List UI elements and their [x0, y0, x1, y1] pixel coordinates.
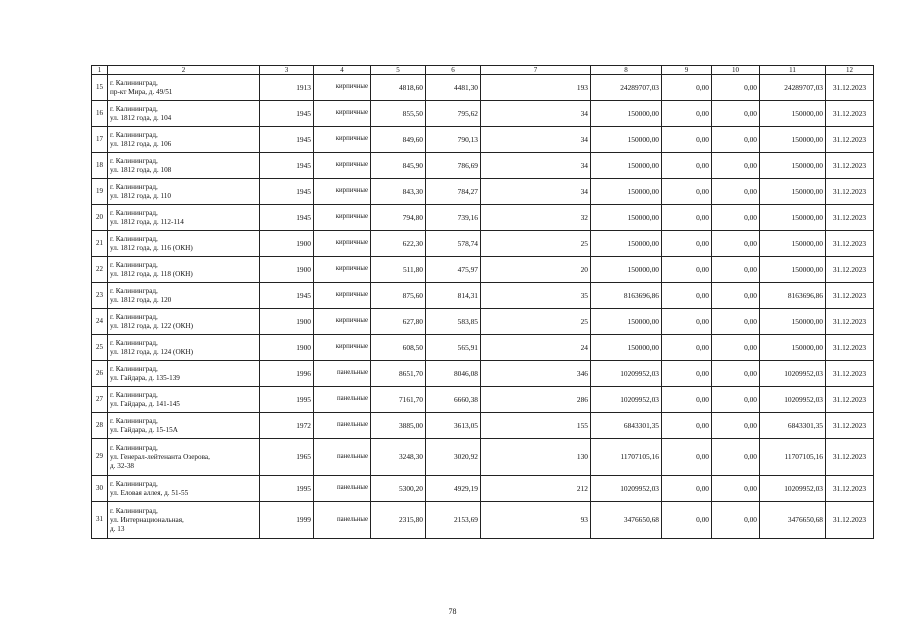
col10-cell: 0,00 [712, 101, 760, 127]
area-living-cell: 795,62 [426, 101, 481, 127]
residents-cell: 286 [481, 387, 591, 413]
address-line: г. Калининград, [110, 130, 158, 139]
address-cell [108, 231, 260, 257]
address-line: г. Калининград, [110, 286, 158, 295]
col10-cell: 0,00 [712, 283, 760, 309]
area-living-cell: 565,91 [426, 335, 481, 361]
area-living-cell: 3613,05 [426, 413, 481, 439]
date-cell: 31.12.2023 [826, 476, 874, 502]
area-total-cell: 875,60 [371, 283, 426, 309]
address-cell [108, 476, 260, 502]
address-line: ул. 1812 года, д. 116 (ОКН) [110, 243, 193, 252]
address-line: ул. Генерал-лейтенанта Озерова, [110, 452, 210, 461]
col9-cell: 0,00 [662, 153, 712, 179]
year-cell: 1945 [260, 153, 314, 179]
area-total-cell: 622,30 [371, 231, 426, 257]
col9-cell: 0,00 [662, 179, 712, 205]
address-cell [108, 335, 260, 361]
address-cell [108, 101, 260, 127]
address-line: г. Калининград, [110, 156, 158, 165]
col11-cell: 150000,00 [760, 309, 826, 335]
date-cell: 31.12.2023 [826, 413, 874, 439]
col9-cell: 0,00 [662, 101, 712, 127]
address-line: г. Калининград, [110, 260, 158, 269]
material-cell: кирпичные [314, 257, 371, 283]
year-cell: 1996 [260, 361, 314, 387]
material-cell: панельные [314, 387, 371, 413]
row-number: 29 [92, 439, 108, 476]
date-cell: 31.12.2023 [826, 439, 874, 476]
col10-cell: 0,00 [712, 205, 760, 231]
col10-cell: 0,00 [712, 502, 760, 539]
year-cell: 1913 [260, 75, 314, 101]
area-living-cell: 814,31 [426, 283, 481, 309]
area-living-cell: 2153,69 [426, 502, 481, 539]
col10-cell: 0,00 [712, 335, 760, 361]
address-line: г. Калининград, [110, 104, 158, 113]
address-cell [108, 309, 260, 335]
table-row [92, 387, 874, 413]
table-row [92, 127, 874, 153]
date-cell: 31.12.2023 [826, 387, 874, 413]
address-cell [108, 75, 260, 101]
year-cell: 1995 [260, 476, 314, 502]
material-cell: панельные [314, 476, 371, 502]
col11-cell: 10209952,03 [760, 476, 826, 502]
area-total-cell: 843,30 [371, 179, 426, 205]
table-row [92, 335, 874, 361]
col11-cell: 150000,00 [760, 257, 826, 283]
address-cell [108, 179, 260, 205]
area-total-cell: 2315,80 [371, 502, 426, 539]
address-cell [108, 361, 260, 387]
year-cell: 1900 [260, 257, 314, 283]
material-cell: панельные [314, 361, 371, 387]
row-number: 16 [92, 101, 108, 127]
address-line: ул. Гайдара, д. 141-145 [110, 399, 180, 408]
area-living-cell: 786,69 [426, 153, 481, 179]
year-cell: 1900 [260, 335, 314, 361]
year-cell: 1900 [260, 231, 314, 257]
row-number: 19 [92, 179, 108, 205]
area-total-cell: 511,80 [371, 257, 426, 283]
address-line: г. Калининград, [110, 416, 158, 425]
material-cell: кирпичные [314, 283, 371, 309]
date-cell: 31.12.2023 [826, 335, 874, 361]
address-line: г. Калининград, [110, 506, 158, 515]
table-row [92, 476, 874, 502]
area-total-cell: 3885,00 [371, 413, 426, 439]
date-cell: 31.12.2023 [826, 309, 874, 335]
table-header [92, 66, 874, 75]
col10-cell: 0,00 [712, 413, 760, 439]
address-line: ул. Гайдара, д. 135-139 [110, 373, 180, 382]
area-total-cell: 849,60 [371, 127, 426, 153]
material-cell: кирпичные [314, 335, 371, 361]
address-line: ул. 1812 года, д. 106 [110, 139, 172, 148]
col11-cell: 10209952,03 [760, 361, 826, 387]
row-number: 21 [92, 231, 108, 257]
residents-cell: 24 [481, 335, 591, 361]
date-cell: 31.12.2023 [826, 205, 874, 231]
address-line: г. Калининград, [110, 338, 158, 347]
area-total-cell: 8651,70 [371, 361, 426, 387]
area-total-cell: 5300,20 [371, 476, 426, 502]
table-row [92, 153, 874, 179]
column-header-7: 7 [481, 66, 591, 75]
address-line: пр-кт Мира, д. 49/51 [110, 87, 173, 96]
row-number: 17 [92, 127, 108, 153]
date-cell: 31.12.2023 [826, 283, 874, 309]
col9-cell: 0,00 [662, 283, 712, 309]
cost-cell: 10209952,03 [591, 476, 662, 502]
residents-cell: 20 [481, 257, 591, 283]
col9-cell: 0,00 [662, 75, 712, 101]
area-living-cell: 739,16 [426, 205, 481, 231]
area-living-cell: 475,97 [426, 257, 481, 283]
cost-cell: 150000,00 [591, 179, 662, 205]
area-total-cell: 627,80 [371, 309, 426, 335]
cost-cell: 150000,00 [591, 205, 662, 231]
address-line: г. Калининград, [110, 208, 158, 217]
row-number: 23 [92, 283, 108, 309]
col10-cell: 0,00 [712, 387, 760, 413]
col11-cell: 150000,00 [760, 101, 826, 127]
table-row [92, 205, 874, 231]
residents-cell: 93 [481, 502, 591, 539]
col11-cell: 11707105,16 [760, 439, 826, 476]
column-header-2: 2 [108, 66, 260, 75]
year-cell: 1995 [260, 387, 314, 413]
col10-cell: 0,00 [712, 309, 760, 335]
address-cell [108, 439, 260, 476]
col10-cell: 0,00 [712, 127, 760, 153]
date-cell: 31.12.2023 [826, 101, 874, 127]
residents-cell: 155 [481, 413, 591, 439]
date-cell: 31.12.2023 [826, 179, 874, 205]
address-line: ул. 1812 года, д. 118 (ОКН) [110, 269, 193, 278]
address-line: г. Калининград, [110, 443, 158, 452]
address-cell [108, 205, 260, 231]
address-line: ул. 1812 года, д. 110 [110, 191, 171, 200]
date-cell: 31.12.2023 [826, 257, 874, 283]
residents-cell: 34 [481, 179, 591, 205]
area-total-cell: 845,90 [371, 153, 426, 179]
address-line: д. 32-38 [110, 461, 135, 470]
year-cell: 1999 [260, 502, 314, 539]
address-line: г. Калининград, [110, 78, 158, 87]
residents-cell: 193 [481, 75, 591, 101]
cost-cell: 11707105,16 [591, 439, 662, 476]
table-body [92, 75, 874, 539]
residents-cell: 34 [481, 153, 591, 179]
column-header-3: 3 [260, 66, 314, 75]
address-line: г. Калининград, [110, 390, 158, 399]
residents-cell: 32 [481, 205, 591, 231]
area-total-cell: 3248,30 [371, 439, 426, 476]
area-living-cell: 790,13 [426, 127, 481, 153]
address-line: г. Калининград, [110, 234, 158, 243]
col9-cell: 0,00 [662, 476, 712, 502]
table-row [92, 179, 874, 205]
address-line: г. Калининград, [110, 182, 158, 191]
col11-cell: 8163696,86 [760, 283, 826, 309]
date-cell: 31.12.2023 [826, 153, 874, 179]
material-cell: кирпичные [314, 179, 371, 205]
year-cell: 1900 [260, 309, 314, 335]
material-cell: кирпичные [314, 309, 371, 335]
material-cell: кирпичные [314, 75, 371, 101]
cost-cell: 10209952,03 [591, 387, 662, 413]
column-header-1: 1 [92, 66, 108, 75]
residents-cell: 35 [481, 283, 591, 309]
col10-cell: 0,00 [712, 439, 760, 476]
year-cell: 1945 [260, 127, 314, 153]
table-row [92, 231, 874, 257]
cost-cell: 150000,00 [591, 309, 662, 335]
row-number: 22 [92, 257, 108, 283]
address-line: ул. 1812 года, д. 122 (ОКН) [110, 321, 194, 330]
year-cell: 1945 [260, 179, 314, 205]
year-cell: 1945 [260, 205, 314, 231]
cost-cell: 10209952,03 [591, 361, 662, 387]
page-number: 78 [448, 607, 457, 616]
address-cell [108, 283, 260, 309]
residents-cell: 25 [481, 231, 591, 257]
table-row [92, 101, 874, 127]
col11-cell: 150000,00 [760, 231, 826, 257]
cost-cell: 24289707,03 [591, 75, 662, 101]
col10-cell: 0,00 [712, 231, 760, 257]
area-living-cell: 784,27 [426, 179, 481, 205]
address-cell [108, 153, 260, 179]
area-living-cell: 3020,92 [426, 439, 481, 476]
date-cell: 31.12.2023 [826, 127, 874, 153]
col9-cell: 0,00 [662, 257, 712, 283]
col10-cell: 0,00 [712, 257, 760, 283]
col9-cell: 0,00 [662, 205, 712, 231]
cost-cell: 150000,00 [591, 153, 662, 179]
residents-cell: 212 [481, 476, 591, 502]
row-number: 26 [92, 361, 108, 387]
material-cell: кирпичные [314, 205, 371, 231]
col10-cell: 0,00 [712, 361, 760, 387]
col9-cell: 0,00 [662, 231, 712, 257]
col9-cell: 0,00 [662, 502, 712, 539]
residents-cell: 34 [481, 127, 591, 153]
cost-cell: 3476650,68 [591, 502, 662, 539]
row-number: 28 [92, 413, 108, 439]
column-header-5: 5 [371, 66, 426, 75]
row-number: 18 [92, 153, 108, 179]
table-row [92, 413, 874, 439]
row-number: 24 [92, 309, 108, 335]
col11-cell: 150000,00 [760, 335, 826, 361]
cost-cell: 8163696,86 [591, 283, 662, 309]
address-line: ул. Гайдара, д. 15-15А [110, 425, 178, 434]
address-cell [108, 127, 260, 153]
area-living-cell: 6660,38 [426, 387, 481, 413]
col11-cell: 150000,00 [760, 205, 826, 231]
table-row [92, 257, 874, 283]
col10-cell: 0,00 [712, 153, 760, 179]
col11-cell: 150000,00 [760, 153, 826, 179]
col10-cell: 0,00 [712, 476, 760, 502]
cost-cell: 150000,00 [591, 127, 662, 153]
date-cell: 31.12.2023 [826, 502, 874, 539]
header-row [92, 66, 874, 75]
col10-cell: 0,00 [712, 179, 760, 205]
area-total-cell: 7161,70 [371, 387, 426, 413]
area-total-cell: 4818,60 [371, 75, 426, 101]
address-line: г. Калининград, [110, 479, 158, 488]
col9-cell: 0,00 [662, 439, 712, 476]
col9-cell: 0,00 [662, 387, 712, 413]
address-line: ул. 1812 года, д. 124 (ОКН) [110, 347, 194, 356]
row-number: 25 [92, 335, 108, 361]
col9-cell: 0,00 [662, 335, 712, 361]
column-header-8: 8 [591, 66, 662, 75]
column-header-9: 9 [662, 66, 712, 75]
col9-cell: 0,00 [662, 309, 712, 335]
col10-cell: 0,00 [712, 75, 760, 101]
address-line: ул. 1812 года, д. 112-114 [110, 217, 184, 226]
address-line: д. 13 [110, 524, 125, 533]
area-living-cell: 8046,08 [426, 361, 481, 387]
residents-cell: 130 [481, 439, 591, 476]
date-cell: 31.12.2023 [826, 231, 874, 257]
address-line: ул. 1812 года, д. 108 [110, 165, 172, 174]
area-total-cell: 608,50 [371, 335, 426, 361]
column-header-12: 12 [826, 66, 874, 75]
year-cell: 1965 [260, 439, 314, 476]
table-row [92, 439, 874, 476]
cost-cell: 150000,00 [591, 101, 662, 127]
col11-cell: 6843301,35 [760, 413, 826, 439]
address-line: ул. Еловая аллея, д. 51-55 [110, 488, 189, 497]
row-number: 27 [92, 387, 108, 413]
area-total-cell: 855,50 [371, 101, 426, 127]
material-cell: панельные [314, 413, 371, 439]
material-cell: кирпичные [314, 101, 371, 127]
table-row [92, 502, 874, 539]
col9-cell: 0,00 [662, 127, 712, 153]
address-line: г. Калининград, [110, 364, 158, 373]
date-cell: 31.12.2023 [826, 361, 874, 387]
material-cell: кирпичные [314, 153, 371, 179]
address-line: ул. Интернациональная, [110, 515, 184, 524]
residents-cell: 25 [481, 309, 591, 335]
address-line: г. Калининград, [110, 312, 158, 321]
address-cell [108, 502, 260, 539]
table-row [92, 283, 874, 309]
residents-cell: 34 [481, 101, 591, 127]
col11-cell: 150000,00 [760, 179, 826, 205]
col11-cell: 150000,00 [760, 127, 826, 153]
table-row [92, 309, 874, 335]
year-cell: 1945 [260, 283, 314, 309]
area-living-cell: 578,74 [426, 231, 481, 257]
material-cell: кирпичные [314, 127, 371, 153]
col9-cell: 0,00 [662, 413, 712, 439]
address-cell [108, 413, 260, 439]
material-cell: кирпичные [314, 231, 371, 257]
address-cell [108, 387, 260, 413]
address-line: ул. 1812 года, д. 120 [110, 295, 172, 304]
material-cell: панельные [314, 502, 371, 539]
column-header-11: 11 [760, 66, 826, 75]
col11-cell: 3476650,68 [760, 502, 826, 539]
cost-cell: 150000,00 [591, 231, 662, 257]
cost-cell: 150000,00 [591, 257, 662, 283]
column-header-4: 4 [314, 66, 371, 75]
table-row [92, 75, 874, 101]
address-cell [108, 257, 260, 283]
material-cell: панельные [314, 439, 371, 476]
register-table [91, 65, 874, 539]
date-cell: 31.12.2023 [826, 75, 874, 101]
area-total-cell: 794,80 [371, 205, 426, 231]
col11-cell: 24289707,03 [760, 75, 826, 101]
column-header-10: 10 [712, 66, 760, 75]
year-cell: 1972 [260, 413, 314, 439]
area-living-cell: 583,85 [426, 309, 481, 335]
residents-cell: 346 [481, 361, 591, 387]
row-number: 30 [92, 476, 108, 502]
col9-cell: 0,00 [662, 361, 712, 387]
year-cell: 1945 [260, 101, 314, 127]
row-number: 15 [92, 75, 108, 101]
area-living-cell: 4929,19 [426, 476, 481, 502]
table-row [92, 361, 874, 387]
col11-cell: 10209952,03 [760, 387, 826, 413]
address-line: ул. 1812 года, д. 104 [110, 113, 172, 122]
row-number: 20 [92, 205, 108, 231]
cost-cell: 6843301,35 [591, 413, 662, 439]
area-living-cell: 4481,30 [426, 75, 481, 101]
cost-cell: 150000,00 [591, 335, 662, 361]
row-number: 31 [92, 502, 108, 539]
column-header-6: 6 [426, 66, 481, 75]
